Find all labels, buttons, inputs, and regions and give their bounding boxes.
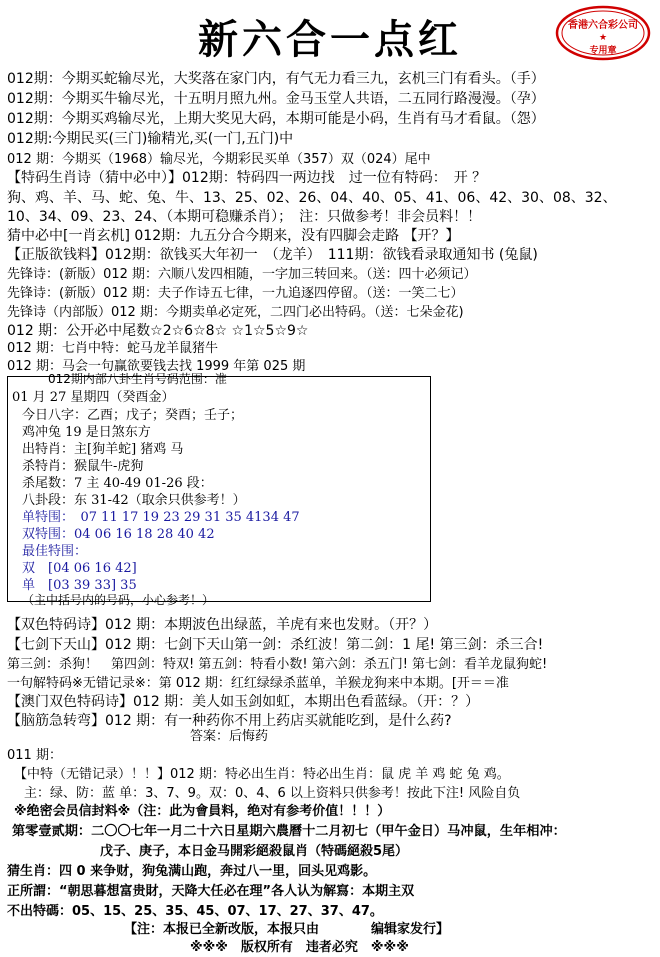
box-bagua: 八卦段：东 31-42（取余只供参考！） (22, 493, 246, 508)
red-seal-stamp (554, 4, 652, 62)
text-line: 【特码生肖诗（猜中必中）】012期：特码四一两边找 过一位有特码： 开 ？ (7, 170, 487, 186)
box-shuangte: 双特围：04 06 16 18 28 40 42 (22, 527, 215, 542)
text-line: 狗、鸡、羊、马、蛇、兔、牛、13、25、02、26、04、40、05、41、06、42、30、08、32、 (7, 190, 617, 206)
text-line: 012期：今期买蛇输尽光，大奖落在家门内，有气无力看三九，玄机三门有看头。（手） (7, 71, 545, 87)
box-bazi: 今日八字：乙酉；戊子；癸酉；壬子； (22, 408, 244, 423)
text-line: 【注：本报已全新改版，本报只由 编辑家发行】 (124, 922, 450, 937)
box-chong: 鸡冲兔 19 是日煞东方 (22, 425, 151, 440)
box-dante: 单特围： 07 11 17 19 23 29 31 35 4134 47 (22, 510, 300, 525)
text-line: 答案：后悔药 (190, 729, 269, 744)
svg-text:★: ★ (598, 33, 608, 43)
svg-text:香港六合彩公司: 香港六合彩公司 (568, 20, 638, 31)
text-line: 【澳门双色特码诗】012 期：美人如玉剑如虹，本期出色看蓝绿。（开：？） (7, 694, 480, 710)
text-line: 【双色特码诗】012 期：本期波色出绿蓝，羊虎有来也发财。（开？） (7, 617, 438, 633)
text-line: 012 期：公开必中尾数☆2☆6☆8☆ ☆1☆5☆9☆ (7, 323, 309, 339)
text-line: 猜中必中[一肖玄机] 012期：九五分合今期来，没有四脚会走路 【开？】 (7, 228, 460, 244)
text-line: 主：绿、防：蓝 单：3、7、9。双：0、4、6 以上资料只供参考！按此下注! 风险自负 (24, 786, 521, 801)
text-line: 012期：今期买牛输尽光，十五明月照九州。金马玉堂人共语，二五同行路漫漫。（孕） (7, 91, 545, 107)
box-shuang: 双 [04 06 16 42] (22, 561, 137, 576)
text-line: 第零壹贰期：二〇〇七年一月二十六日星期六農曆十二月初七（甲午金日）马冲鼠，生年相冲： (12, 824, 566, 839)
text-line: 正所謂：“朝思暮想富贵財，天降大任必在理”各人认为解寫：本期主双 (7, 884, 415, 899)
box-dan: 单 [03 39 33] 35 (22, 578, 137, 593)
text-line: 不出特碼：05、15、25、35、45、07、17、27、37、47。 (7, 904, 383, 919)
text-line: 10、34、09、23、24、（本期可稳赚杀肖）； 注：只做参考！非会员料！！ (7, 209, 482, 225)
text-line: 011 期： (7, 748, 62, 763)
box-top-line: 012期内部八卦生肖号码范围：准 (48, 372, 227, 386)
box-chute: 出特肖：主[狗羊蛇] 猪鸡 马 (22, 442, 184, 457)
text-line: 【七剑下天山】012 期：七剑下天山第一剑：杀红波！第二剑：1 尾! 第三剑：杀三合! (7, 637, 544, 653)
text-line: 012期:今期民买(三门)输精光,买(一门,五门)中 (7, 131, 294, 147)
text-line: 【脑筋急转弯】012 期：有一种药你不用上药店买就能吃到，是什么药? (7, 713, 452, 729)
page-title: 新六合一点红 (198, 16, 462, 63)
text-line: 第三剑：杀狗！ 第四剑：特双! 第五剑：特看小数! 第六剑：杀五门! 第七剑：看羊龙鼠狗蛇! (7, 657, 548, 672)
text-line: 先锋诗：(新版）012 期：六顺八发四相随，一字加三转回来。（送：四十必须记） (7, 267, 477, 282)
text-line: 012 期：七肖中特：蛇马龙羊鼠猪牛 (7, 341, 218, 356)
bagua-box (7, 372, 431, 607)
text-line: 012 期：今期买（1968）输尽光，今期彩民买单（357）双（024）尾中 (7, 152, 431, 167)
box-shadu: 杀尾数：7 主 40-49 01-26 段： (22, 476, 213, 491)
text-line: 先锋诗（内部版）012 期：今期卖单必定死，二四门必出特码。（送：七朵金花) (7, 305, 464, 320)
text-line: 先锋诗：(新版）012 期：夫子作诗五七律，一九追逐四停留。（送：一笑二七） (7, 286, 464, 301)
box-date: 01 月 27 星期四（癸酉金） (12, 390, 175, 405)
text-line: ※绝密会员信封料※（注：此为會員料，绝对有参考价值！！！） (14, 804, 391, 819)
box-note: （主中括号内的号码，小心参考！） (22, 593, 215, 607)
text-line: 一句解特码※无错记录※：第 012 期：红红绿绿杀蓝单，羊猴龙狗来中本期。[开＝＝准 (7, 676, 509, 691)
text-line: 戊子、庚子，本日金马開彩絕殺鼠肖（特碼絕殺5尾） (100, 844, 409, 859)
text-line: 012期：今期买鸡输尽光，上期大奖见大码，本期可能是小码，生肖有马才看鼠。（怨） (7, 111, 545, 127)
text-line: 012 期：马会一句赢欲要钱去找 1999 年第 025 期 (7, 359, 306, 374)
text-line: ※※※ 版权所有 违者必究 ※※※ (190, 940, 409, 955)
svg-text:专用章: 专用章 (589, 46, 617, 56)
box-shate: 杀特肖：猴鼠牛-虎狗 (22, 459, 144, 474)
text-line: 【中特（无错记录）！！】012 期：特必出生肖：特必出生肖：鼠 虎 羊 鸡 蛇 兔 鸡。 (14, 767, 510, 782)
text-line: 猜生肖：四 0 来争财，狗兔满山跑，奔过八一里，回头见鸡影。 (7, 864, 377, 879)
box-best: 最佳特围： (22, 544, 88, 559)
text-line: 【正版欲钱料】012期：欲钱买大年初一 （龙羊） 111期：欲钱看录取通知书 (兔鼠) (7, 247, 538, 263)
